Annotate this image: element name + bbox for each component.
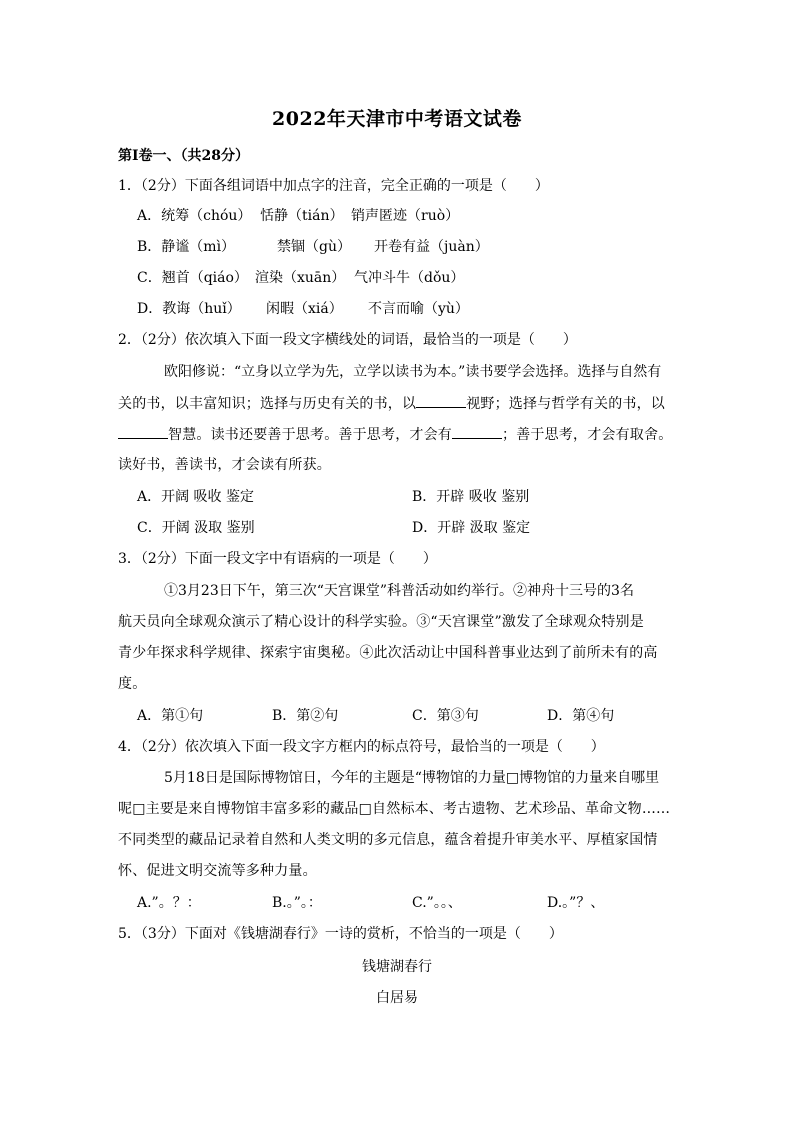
q2-blank-2: [118, 424, 168, 439]
q1-d-word2: 闲暇（xiá）: [266, 301, 343, 317]
q2-blank-1: [416, 393, 466, 408]
q1-stem: 1．（2分）下面各组词语中加点字的注音，完全正确的一项是（ ）: [118, 178, 549, 194]
q2-blank-3: [452, 424, 502, 439]
q4-passage-line2: 呢□主要是来自博物馆丰富多彩的藏品□自然标本、考古遗物、艺术珍品、革命文物……: [118, 801, 671, 817]
q2-option-d[interactable]: D．开辟 汲取 鉴定: [412, 520, 531, 536]
q2-passage-line3: [118, 424, 672, 445]
section-heading: 第Ⅰ卷一、（共28分）: [118, 148, 250, 164]
q2-line3-text-a: 智慧。读书还要善于思考。善于思考，才会有: [168, 427, 452, 443]
q3-passage-line1: ①3月23日下午，第三次“天宫课堂”科普活动如约举行。②神舟十三号的3名: [164, 583, 634, 599]
q3-passage-line3: 青少年探求科学规律、探索宇宙奥秘。④此次活动让中国科普事业达到了前所未有的高: [118, 645, 658, 661]
q2-option-a[interactable]: A．开阔 吸收 鉴定: [137, 489, 255, 505]
q2-option-c[interactable]: C．开阔 汲取 鉴别: [137, 520, 255, 536]
q3-option-d[interactable]: D．第④句: [547, 708, 615, 724]
q4-passage-line4: 怀、促进文明交流等多种力量。: [118, 863, 317, 879]
poem-title: 钱塘湖春行: [362, 959, 432, 975]
q2-line3-text-b: ；善于思考，才会有取舍。: [502, 427, 673, 443]
q1-c-word2: 渲染（xuān）: [255, 270, 346, 286]
q3-passage-line2: 航天员向全球观众演示了精心设计的科学实验。③“天宫课堂”激发了全球观众特别是: [118, 614, 644, 630]
q1-b-word2: 禁锢（gù）: [277, 239, 351, 255]
q4-option-c[interactable]: C.”。。、: [412, 895, 462, 911]
q4-passage-line3: 不同类型的藏品记录着自然和人类文明的多元信息，蕴含着提升审美水平、厚植家国情: [118, 832, 658, 848]
q2-line2-text-b: 视野；选择与哲学有关的书，以: [466, 396, 666, 412]
q4-option-b[interactable]: B.。”。：: [272, 895, 322, 911]
q4-passage-line1: 5月18日是国际博物馆日，今年的主题是“博物馆的力量□博物馆的力量来自哪里: [164, 770, 660, 786]
q3-stem: 3．（2分）下面一段文字中有语病的一项是（ ）: [118, 551, 437, 567]
q2-passage-line2: [118, 393, 665, 414]
q3-option-c[interactable]: C．第③句: [412, 708, 479, 724]
q1-option-a[interactable]: [137, 206, 459, 226]
q4-stem: 4．（2分）依次填入下面一段文字方框内的标点符号，最恰当的一项是（ ）: [118, 739, 605, 755]
q1-d-word3: 不言而喻（yù）: [368, 301, 469, 317]
q3-option-a[interactable]: A．第①句: [137, 708, 204, 724]
poem-author: 白居易: [376, 990, 418, 1006]
q2-passage-line1: 欧阳修说：“立身以立学为先，立学以读书为本。”读书要学会选择。选择与自然有: [164, 364, 662, 380]
q2-line2-text-a: 关的书，以丰富知识；选择与历史有关的书，以: [118, 396, 417, 412]
q3-passage-line4: 度。: [118, 676, 147, 692]
q1-a-word2: 恬静（tián）: [260, 208, 344, 224]
q2-passage-line4: 读好书，善读书，才会读有所获。: [118, 457, 331, 473]
q2-stem: 2．（2分）依次填入下面一段文字横线处的词语，最恰当的一项是（ ）: [118, 332, 577, 348]
q2-option-b[interactable]: B．开辟 吸收 鉴别: [412, 489, 530, 505]
q5-stem: 5．（3分）下面对《钱塘湖春行》一诗的赏析，不恰当的一项是（ ）: [118, 926, 563, 942]
q4-option-d[interactable]: D.。”？、: [547, 895, 605, 911]
q1-option-d[interactable]: [137, 299, 469, 319]
q1-b-word1: B．静谧（mì）: [137, 239, 236, 255]
q3-option-b[interactable]: B．第②句: [272, 708, 339, 724]
q1-a-word1: A．统筹（chóu）: [137, 208, 252, 224]
q4-option-a[interactable]: A.”。？：: [137, 895, 201, 911]
q1-c-word3: 气冲斗牛（dǒu）: [354, 270, 465, 286]
q1-d-word1: D．教诲（huǐ）: [137, 301, 241, 317]
q1-a-word3: 销声匿迹（ruò）: [351, 208, 460, 224]
q1-option-b[interactable]: [137, 237, 489, 257]
page-title: 2022年天津市中考语文试卷: [272, 108, 522, 130]
q1-b-word3: 开卷有益（juàn）: [374, 239, 489, 255]
q1-c-word1: C．翘首（qiáo）: [137, 270, 248, 286]
q1-option-c[interactable]: [137, 268, 464, 288]
